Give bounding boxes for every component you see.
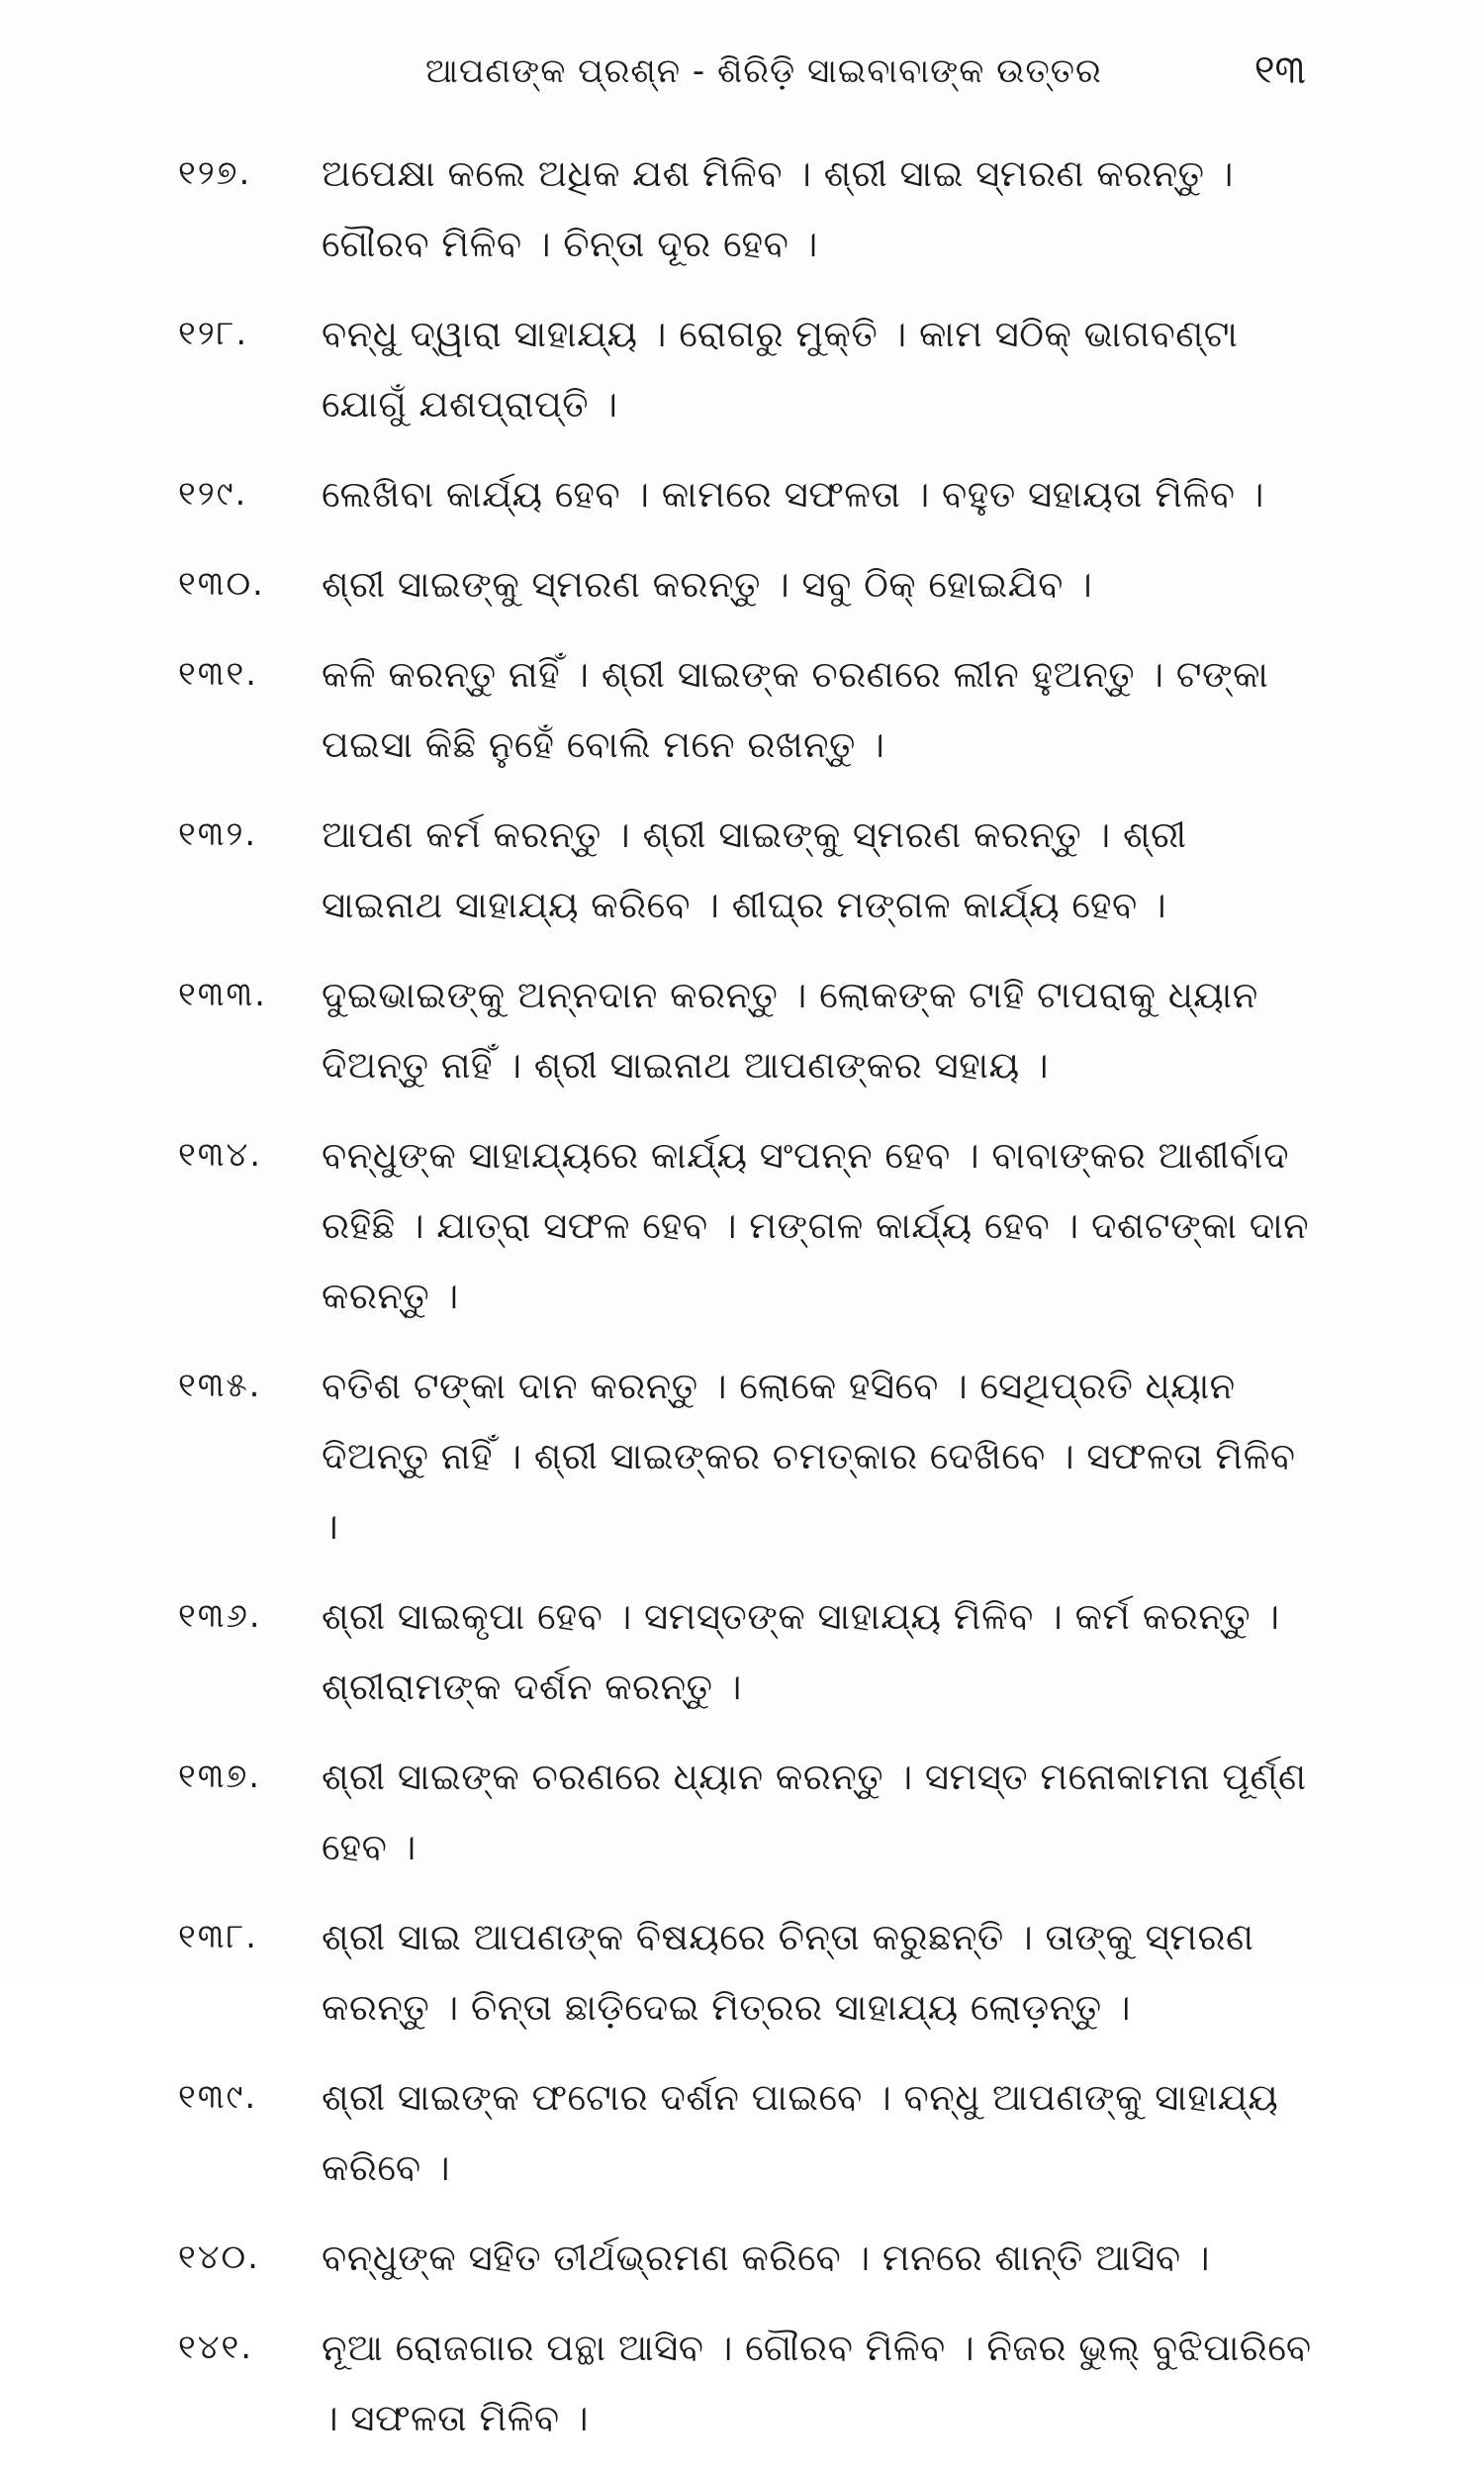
entry-text: ଶ୍ରୀ ସାଇକୃପା ହେବ । ସମସ୍ତଙ୍କ ସାହାଯ୍ୟ ମିଳିବ । କର୍ମ କରନ୍ତୁ । ଶ୍ରୀରାମଙ୍କ ଦର୍ଶନ କରନ୍ତୁ । <box>322 1595 1280 1708</box>
entry-number: ୧୩୪. <box>178 1135 263 1175</box>
entry-text: ଅପେକ୍ଷା କଲେ ଅଧିକ ଯଶ ମିଳିବ । ଶ୍ରୀ ସାଇ ସ୍ମରଣ କରନ୍ତୁ । ଗୌରବ ମିଳିବ । ଚିନ୍ତା ଦୂର ହେବ । <box>322 152 1234 265</box>
entry-number: ୧୪୧. <box>178 2328 254 2367</box>
answer-entry <box>178 2223 1316 2293</box>
answer-entry <box>178 299 1316 439</box>
entry-text: ଶ୍ରୀ ସାଇ ଆପଣଙ୍କ ବିଷୟରେ ଚିନ୍ତା କରୁଛନ୍ତି । ତାଙ୍କୁ ସ୍ମରଣ କରନ୍ତୁ । ଚିନ୍ତା ଛାଡ଼ିଦେଇ ମିତ୍ରର ସାହାଯ୍ୟ ଲୋଡ଼ନ୍ତୁ । <box>322 1916 1254 2029</box>
answer-entry <box>178 1351 1316 1562</box>
answer-entry <box>178 1581 1316 1722</box>
entry-number: ୧୩୧. <box>178 654 258 694</box>
answer-entry <box>178 1742 1316 1882</box>
answer-entry <box>178 139 1316 279</box>
entry-text: ବନ୍ଧୁଙ୍କ ସହିତ ତୀର୍ଥଭ୍ରମଣ କରିବେ । ମନରେ ଶାନ୍ତି ଆସିବ । <box>322 2236 1211 2279</box>
entry-text: ଆପଣ କର୍ମ କରନ୍ତୁ । ଶ୍ରୀ ସାଇଙ୍କୁ ସ୍ମରଣ କରନ୍ତୁ । ଶ୍ରୀ ସାଇନାଥ ସାହାଯ୍ୟ କରିବେ । ଶୀଘ୍ର ମଙ୍ଗଳ କାର୍ଯ୍ୟ ହେବ । <box>322 813 1187 926</box>
entry-text: କଳି କରନ୍ତୁ ନାହିଁ । ଶ୍ରୀ ସାଇଙ୍କ ଚରଣରେ ଲୀନ ହୁଅନ୍ତୁ । ଟଙ୍କା ପଇସା କିଛି ନୁହେଁ ବୋଲି ମନେ ରଖନ୍ତୁ । <box>322 653 1269 766</box>
entry-number: ୧୨୮. <box>178 314 249 353</box>
entry-number: ୧୩୩. <box>178 975 267 1014</box>
answer-entry <box>178 960 1316 1100</box>
entry-number: ୧୩୯. <box>178 2077 258 2117</box>
entry-number: ୧୩୭. <box>178 1757 262 1796</box>
entry-number: ୧୩୦. <box>178 564 265 604</box>
entry-number: ୧୨୭. <box>178 153 252 193</box>
entry-number: ୧୨୯. <box>178 474 248 514</box>
answer-entry <box>178 1902 1316 2043</box>
entry-number: ୧୩୮. <box>178 1917 258 1956</box>
entry-number: ୧୩୬. <box>178 1596 262 1636</box>
answer-entry <box>178 639 1316 780</box>
entry-number: ୧୩୨. <box>178 814 258 854</box>
entry-text: ଶ୍ରୀ ସାଇଙ୍କ ଚରଣରେ ଧ୍ୟାନ କରନ୍ତୁ । ସମସ୍ତ ମନୋକାମନା ପୂର୍ଣ୍ଣ ହେବ । <box>322 1756 1307 1868</box>
entry-text: ଶ୍ରୀ ସାଇଙ୍କୁ ସ୍ମରଣ କରନ୍ତୁ । ସବୁ ଠିକ୍ ହୋଇଯିବ । <box>322 563 1093 606</box>
entry-text: ଦୁଇଭାଇଙ୍କୁ ଅନ୍ନଦାନ କରନ୍ତୁ । ଲୋକଙ୍କ ଟାହି ଟାପରାକୁ ଧ୍ୟାନ ଦିଅନ୍ତୁ ନାହିଁ । ଶ୍ରୀ ସାଇନାଥ ଆପଣଙ୍କର ସହାୟ । <box>322 974 1258 1087</box>
answer-entry <box>178 549 1316 619</box>
answer-entry <box>178 2313 1316 2453</box>
page-number: ୧୩ <box>1253 48 1306 93</box>
entry-text: ବତିଶ ଟଙ୍କା ଦାନ କରନ୍ତୁ । ଲୋକେ ହସିବେ । ସେଥିପ୍ରତି ଧ୍ୟାନ ଦିଅନ୍ତୁ ନାହିଁ । ଶ୍ରୀ ସାଇଙ୍କର ଚମତ୍କାର ଦେଖିବେ । ସଫଳତା ମିଳିବ । <box>322 1365 1296 1548</box>
entry-text: ବନ୍ଧୁ ଦ୍ୱାରା ସାହାଯ୍ୟ । ରୋଗରୁ ମୁକ୍ତି । କାମ ସଠିକ୍ ଭାଗବଣ୍ଟା ଯୋଗୁଁ ଯଶପ୍ରାପ୍ତି । <box>322 313 1239 426</box>
entry-number: ୧୪୦. <box>178 2237 260 2277</box>
answer-list <box>178 139 1316 2473</box>
running-title: ଆପଣଙ୍କ ପ୍ରଶ୍ନ - ଶିରିଡ଼ି ସାଇବାବାଙ୍କ ଉତ୍ତର <box>425 51 1102 91</box>
entry-text: ବନ୍ଧୁଙ୍କ ସାହାଯ୍ୟରେ କାର୍ଯ୍ୟ ସଂପନ୍ନ ହେବ । ବାବାଙ୍କର ଆଶୀର୍ବାଦ ରହିଛି । ଯାତ୍ରା ସଫଳ ହେବ । ମଙ୍ଗଳ କାର୍ଯ୍ୟ ହେବ । ଦଶଟଙ୍କା ଦାନ କରନ୍ତୁ । <box>322 1134 1310 1317</box>
answer-entry <box>178 1120 1316 1331</box>
answer-entry <box>178 800 1316 940</box>
entry-text: ଶ୍ରୀ ସାଇଙ୍କ ଫଟୋର ଦର୍ଶନ ପାଇବେ । ବନ୍ଧୁ ଆପଣଙ୍କୁ ସାହାଯ୍ୟ କରିବେ । <box>322 2076 1279 2189</box>
page-header <box>178 48 1306 111</box>
entry-text: ନୂଆ ରୋଜଗାର ପନ୍ଥା ଆସିବ । ଗୌରବ ମିଳିବ । ନିଜର ଭୁଲ୍ ବୁଝିପାରିବେ । ସଫଳତା ମିଳିବ । <box>322 2327 1312 2439</box>
answer-entry <box>178 2062 1316 2203</box>
answer-entry <box>178 459 1316 529</box>
entry-text: ଲେଖିବା କାର୍ଯ୍ୟ ହେବ । କାମରେ ସଫଳତା । ବହୁତ ସହାୟତା ମିଳିବ । <box>322 473 1264 516</box>
entry-number: ୧୩୫. <box>178 1366 262 1405</box>
